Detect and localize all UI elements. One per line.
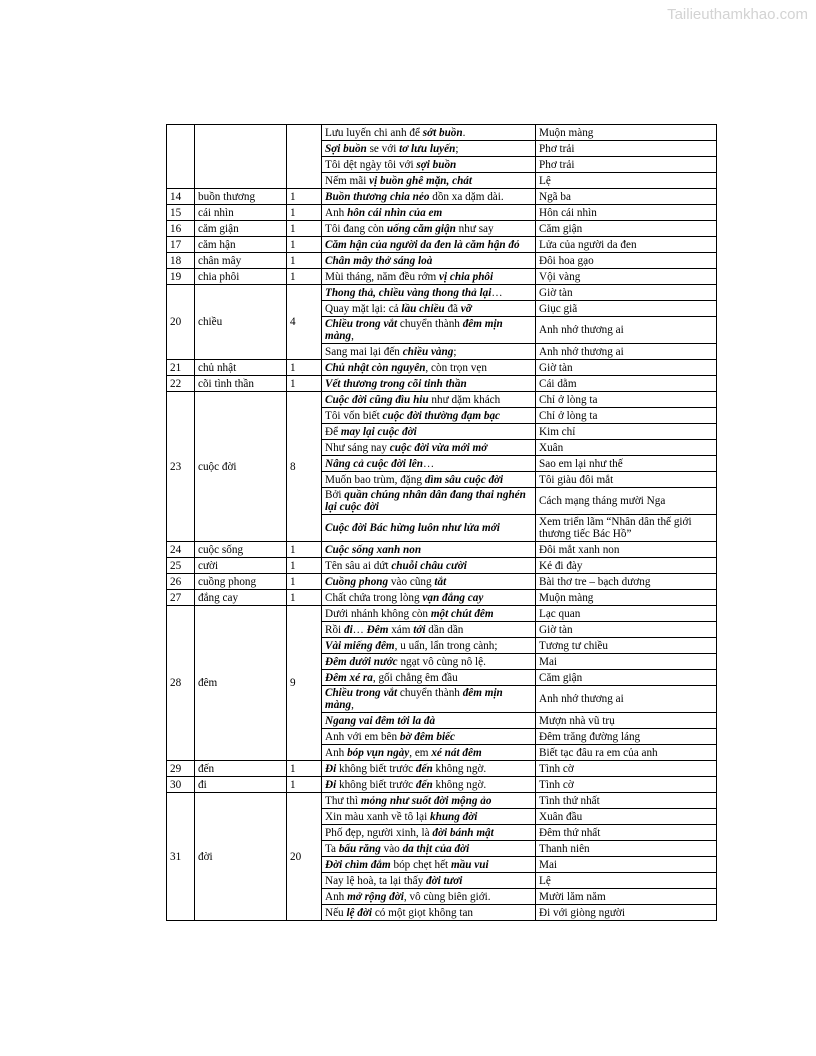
source-poem: Biết tạc đâu ra em của anh bbox=[536, 745, 717, 761]
example-verse: Đời chìm đắm bóp chẹt hết mầu vui bbox=[322, 857, 536, 873]
entry-word: cuộc đời bbox=[195, 392, 287, 542]
entry-count: 1 bbox=[287, 253, 322, 269]
example-verse: Buồn thương chia nẻo dồn xa dặm dài. bbox=[322, 189, 536, 205]
entry-number: 31 bbox=[167, 793, 195, 921]
table-row bbox=[167, 392, 717, 408]
entry-number bbox=[167, 125, 195, 189]
example-verse: Tôi vốn biết cuộc đời thường đạm bạc bbox=[322, 408, 536, 424]
example-verse: Thư thì mỏng như suốt đời mộng ảo bbox=[322, 793, 536, 809]
entry-count: 1 bbox=[287, 205, 322, 221]
entry-count: 1 bbox=[287, 777, 322, 793]
source-poem: Đi với giòng người bbox=[536, 905, 717, 921]
example-verse: Chủ nhật còn nguyên, còn trọn vẹn bbox=[322, 360, 536, 376]
example-verse: Vết thương trong cõi tinh thần bbox=[322, 376, 536, 392]
entry-number: 28 bbox=[167, 606, 195, 761]
source-poem: Căm giận bbox=[536, 221, 717, 237]
entry-count: 8 bbox=[287, 392, 322, 542]
source-poem: Anh nhớ thương ai bbox=[536, 317, 717, 344]
entry-number: 22 bbox=[167, 376, 195, 392]
example-verse: Chất chứa trong lòng vạn đắng cay bbox=[322, 590, 536, 606]
example-verse: Ta bấu răng vào da thịt của đời bbox=[322, 841, 536, 857]
source-poem: Mai bbox=[536, 654, 717, 670]
entry-number: 24 bbox=[167, 542, 195, 558]
table-row bbox=[167, 761, 717, 777]
example-verse: Cuộc đời cũng đìu hiu như dặm khách bbox=[322, 392, 536, 408]
entry-word: căm giận bbox=[195, 221, 287, 237]
source-poem: Đôi hoa gạo bbox=[536, 253, 717, 269]
source-poem: Hôn cái nhìn bbox=[536, 205, 717, 221]
source-poem: Cách mạng tháng mười Nga bbox=[536, 488, 717, 515]
watermark: Tailieuthamkhao.com bbox=[667, 6, 808, 23]
entry-number: 21 bbox=[167, 360, 195, 376]
example-verse: Muốn bao trùm, đặng dìm sâu cuộc đời bbox=[322, 472, 536, 488]
table-row bbox=[167, 376, 717, 392]
example-verse: Bởi quần chúng nhân dân đang thai nghén lại cuộc đời bbox=[322, 488, 536, 515]
source-poem: Đêm thứ nhất bbox=[536, 825, 717, 841]
vocabulary-table bbox=[166, 124, 717, 921]
example-verse: Tôi dệt ngày tôi với sợi buồn bbox=[322, 157, 536, 173]
entry-count: 1 bbox=[287, 237, 322, 253]
source-poem: Giờ tàn bbox=[536, 360, 717, 376]
table-row bbox=[167, 542, 717, 558]
source-poem: Tình cờ bbox=[536, 777, 717, 793]
table-row bbox=[167, 205, 717, 221]
entry-number: 14 bbox=[167, 189, 195, 205]
source-poem: Lệ bbox=[536, 873, 717, 889]
example-verse: Đi không biết trước đến không ngờ. bbox=[322, 777, 536, 793]
entry-word: chiều bbox=[195, 285, 287, 360]
entry-word: chia phôi bbox=[195, 269, 287, 285]
example-verse: Xin màu xanh về tô lại khung đời bbox=[322, 809, 536, 825]
source-poem: Phơ trải bbox=[536, 157, 717, 173]
example-verse: Cuồng phong vào cũng tắt bbox=[322, 574, 536, 590]
entry-number: 29 bbox=[167, 761, 195, 777]
table-row bbox=[167, 189, 717, 205]
source-poem: Tương tư chiều bbox=[536, 638, 717, 654]
table-row bbox=[167, 558, 717, 574]
entry-count: 1 bbox=[287, 542, 322, 558]
entry-number: 27 bbox=[167, 590, 195, 606]
source-poem: Kẻ đi đày bbox=[536, 558, 717, 574]
example-verse: Tên sâu ai dứt chuỗi châu cười bbox=[322, 558, 536, 574]
example-verse: Như sáng nay cuộc đời vừa mới mở bbox=[322, 440, 536, 456]
source-poem: Mai bbox=[536, 857, 717, 873]
entry-count: 1 bbox=[287, 761, 322, 777]
entry-word: cái nhìn bbox=[195, 205, 287, 221]
source-poem: Giờ tàn bbox=[536, 622, 717, 638]
entry-number: 16 bbox=[167, 221, 195, 237]
source-poem: Xem triển lãm “Nhân dân thế giới thương tiếc Bác Hồ” bbox=[536, 515, 717, 542]
example-verse: Sang mai lại đến chiều vàng; bbox=[322, 344, 536, 360]
source-poem: Mười lăm năm bbox=[536, 889, 717, 905]
entry-word: cười bbox=[195, 558, 287, 574]
table-row bbox=[167, 606, 717, 622]
entry-word: cõi tình thần bbox=[195, 376, 287, 392]
example-verse: Anh hôn cái nhìn của em bbox=[322, 205, 536, 221]
table-row bbox=[167, 793, 717, 809]
example-verse: Nay lệ hoà, ta lại thấy đời tươi bbox=[322, 873, 536, 889]
source-poem: Giục giã bbox=[536, 301, 717, 317]
example-verse: Cuộc sống xanh non bbox=[322, 542, 536, 558]
table-row bbox=[167, 237, 717, 253]
entry-word: chủ nhật bbox=[195, 360, 287, 376]
table-row bbox=[167, 590, 717, 606]
entry-number: 20 bbox=[167, 285, 195, 360]
example-verse: Căm hận của người da đen là căm hận đỏ bbox=[322, 237, 536, 253]
example-verse: Quay mặt lại: cả lầu chiều đã vỡ bbox=[322, 301, 536, 317]
source-poem: Ngã ba bbox=[536, 189, 717, 205]
example-verse: Anh mở rộng đời, vô cùng biên giới. bbox=[322, 889, 536, 905]
source-poem: Giờ tàn bbox=[536, 285, 717, 301]
source-poem: Vội vàng bbox=[536, 269, 717, 285]
source-poem: Bài thơ tre – bạch dương bbox=[536, 574, 717, 590]
entry-word: đến bbox=[195, 761, 287, 777]
source-poem: Anh nhớ thương ai bbox=[536, 686, 717, 713]
source-poem: Chỉ ở lòng ta bbox=[536, 408, 717, 424]
entry-number: 23 bbox=[167, 392, 195, 542]
example-verse: Để may lại cuộc đời bbox=[322, 424, 536, 440]
example-verse: Thong thả, chiều vàng thong thả lại… bbox=[322, 285, 536, 301]
source-poem: Tôi giàu đôi mắt bbox=[536, 472, 717, 488]
entry-count: 1 bbox=[287, 269, 322, 285]
source-poem: Lạc quan bbox=[536, 606, 717, 622]
table-row bbox=[167, 285, 717, 301]
source-poem: Lửa của người da đen bbox=[536, 237, 717, 253]
example-verse: Đêm dưới nước ngạt vô cùng nô lệ. bbox=[322, 654, 536, 670]
entry-word: đời bbox=[195, 793, 287, 921]
source-poem: Muộn màng bbox=[536, 590, 717, 606]
entry-number: 30 bbox=[167, 777, 195, 793]
entry-count: 1 bbox=[287, 558, 322, 574]
entry-count: 1 bbox=[287, 574, 322, 590]
source-poem: Xuân bbox=[536, 440, 717, 456]
source-poem: Muộn màng bbox=[536, 125, 717, 141]
example-verse: Nếu lệ đời có một giọt không tan bbox=[322, 905, 536, 921]
entry-count: 1 bbox=[287, 189, 322, 205]
entry-count: 1 bbox=[287, 590, 322, 606]
example-verse: Dưới nhánh không còn một chút đêm bbox=[322, 606, 536, 622]
source-poem: Xuân đầu bbox=[536, 809, 717, 825]
entry-count: 1 bbox=[287, 221, 322, 237]
source-poem: Tình thứ nhất bbox=[536, 793, 717, 809]
entry-count: 4 bbox=[287, 285, 322, 360]
entry-word: đắng cay bbox=[195, 590, 287, 606]
table-row bbox=[167, 253, 717, 269]
entry-number: 18 bbox=[167, 253, 195, 269]
source-poem: Đôi mắt xanh non bbox=[536, 542, 717, 558]
source-poem: Sao em lại như thế bbox=[536, 456, 717, 472]
entry-word: căm hận bbox=[195, 237, 287, 253]
entry-count: 1 bbox=[287, 376, 322, 392]
example-verse: Vài miếng đêm, u uẩn, lẩn trong cành; bbox=[322, 638, 536, 654]
example-verse: Chiều trong vắt chuyển thành đêm mịn màng, bbox=[322, 686, 536, 713]
example-verse: Sợi buồn se với tơ lưu luyến; bbox=[322, 141, 536, 157]
table-row bbox=[167, 777, 717, 793]
table-row bbox=[167, 125, 717, 141]
source-poem: Anh nhớ thương ai bbox=[536, 344, 717, 360]
example-verse: Anh với em bên bờ đêm biếc bbox=[322, 729, 536, 745]
example-verse: Lưu luyến chi anh để sớt buồn. bbox=[322, 125, 536, 141]
source-poem: Tình cờ bbox=[536, 761, 717, 777]
entry-count bbox=[287, 125, 322, 189]
example-verse: Chiều trong vắt chuyển thành đêm mịn màng, bbox=[322, 317, 536, 344]
entry-count: 9 bbox=[287, 606, 322, 761]
example-verse: Mùi tháng, năm đều rớm vị chia phôi bbox=[322, 269, 536, 285]
example-verse: Rồi đi… Đêm xám tới dần dần bbox=[322, 622, 536, 638]
entry-number: 25 bbox=[167, 558, 195, 574]
example-verse: Cuộc đời Bác hừng luôn như lửa mới bbox=[322, 515, 536, 542]
example-verse: Đi không biết trước đến không ngờ. bbox=[322, 761, 536, 777]
entry-word: đi bbox=[195, 777, 287, 793]
example-verse: Tôi đang còn uống căm giận như say bbox=[322, 221, 536, 237]
source-poem: Chỉ ở lòng ta bbox=[536, 392, 717, 408]
table-row bbox=[167, 269, 717, 285]
entry-count: 1 bbox=[287, 360, 322, 376]
source-poem: Mượn nhà vũ trụ bbox=[536, 713, 717, 729]
table-row bbox=[167, 360, 717, 376]
source-poem: Kim chỉ bbox=[536, 424, 717, 440]
example-verse: Phố đẹp, người xinh, là đời bánh mật bbox=[322, 825, 536, 841]
entry-number: 15 bbox=[167, 205, 195, 221]
source-poem: Đêm trăng đường láng bbox=[536, 729, 717, 745]
entry-word bbox=[195, 125, 287, 189]
source-poem: Cái dằm bbox=[536, 376, 717, 392]
source-poem: Phơ trải bbox=[536, 141, 717, 157]
entry-word: chân mây bbox=[195, 253, 287, 269]
example-verse: Anh bóp vụn ngày, em xé nát đêm bbox=[322, 745, 536, 761]
source-poem: Thanh niên bbox=[536, 841, 717, 857]
table-row bbox=[167, 221, 717, 237]
example-verse: Ngang vai đêm tới la đà bbox=[322, 713, 536, 729]
example-verse: Chân mây thở sáng loà bbox=[322, 253, 536, 269]
source-poem: Căm giận bbox=[536, 670, 717, 686]
entry-word: buồn thương bbox=[195, 189, 287, 205]
entry-word: cuồng phong bbox=[195, 574, 287, 590]
source-poem: Lệ bbox=[536, 173, 717, 189]
table-row bbox=[167, 574, 717, 590]
entry-number: 17 bbox=[167, 237, 195, 253]
entry-number: 26 bbox=[167, 574, 195, 590]
entry-word: cuộc sống bbox=[195, 542, 287, 558]
entry-word: đêm bbox=[195, 606, 287, 761]
example-verse: Nâng cả cuộc đời lên… bbox=[322, 456, 536, 472]
entry-count: 20 bbox=[287, 793, 322, 921]
example-verse: Đêm xé ra, gối chẳng êm đầu bbox=[322, 670, 536, 686]
example-verse: Nếm mãi vị buồn ghê mặn, chát bbox=[322, 173, 536, 189]
entry-number: 19 bbox=[167, 269, 195, 285]
